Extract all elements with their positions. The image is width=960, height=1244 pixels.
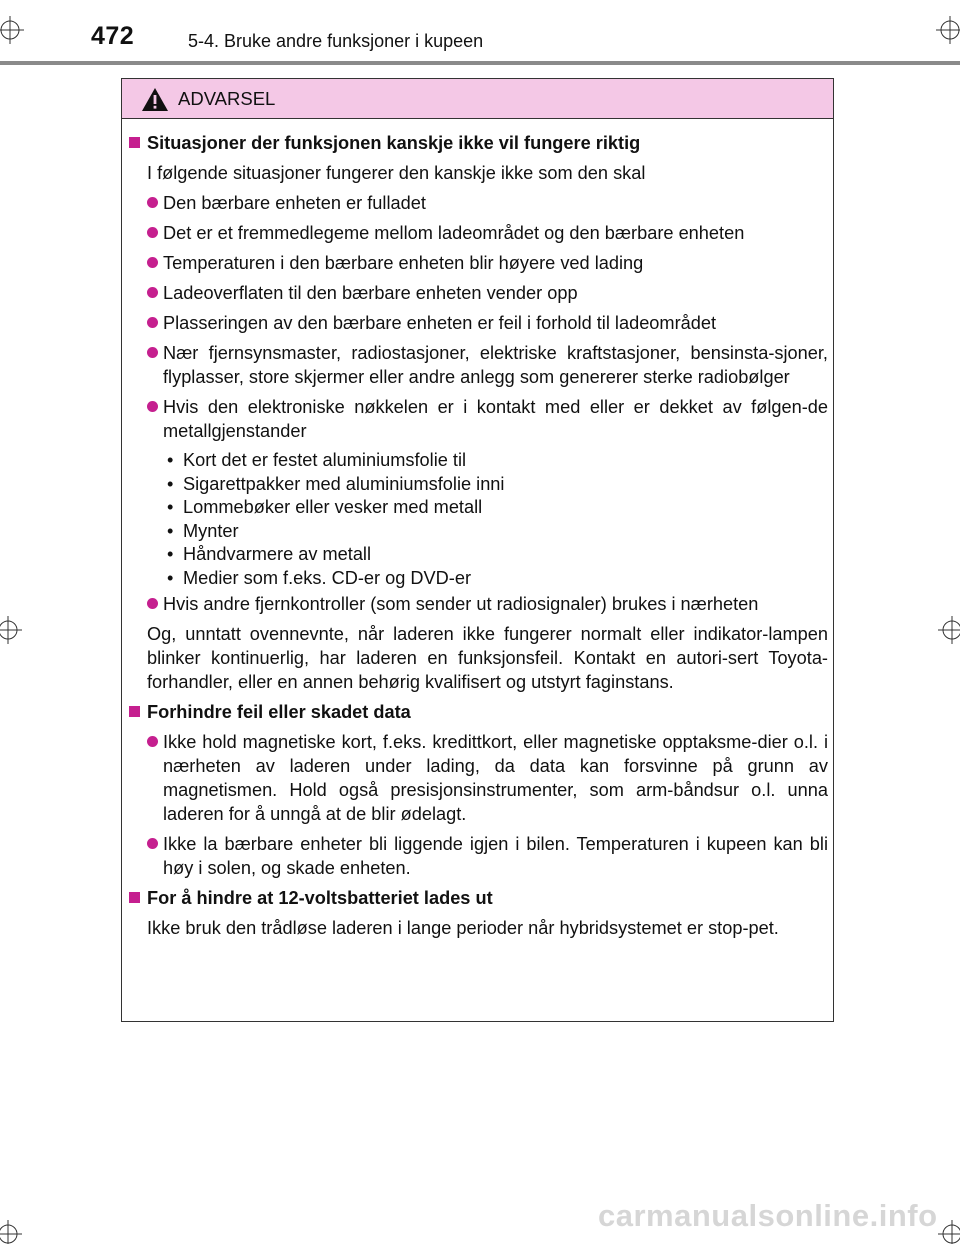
list-item: Ikke la bærbare enheter bli liggende igjen i bilen. Temperaturen i kupeen kan bli høy i solen, og skade enheten.	[127, 832, 828, 880]
sub-list	[127, 449, 828, 590]
list-item: Plasseringen av den bærbare enheten er feil i forhold til ladeområdet	[127, 311, 828, 335]
round-bullet-icon	[147, 317, 158, 328]
warning-label: ADVARSEL	[178, 88, 276, 109]
sub-list-item: • Mynter	[167, 520, 239, 541]
list-item: Ladeoverflaten til den bærbare enheten vender opp	[127, 281, 828, 305]
section-heading: Forhindre feil eller skadet data	[127, 700, 828, 724]
list-item: Temperaturen i den bærbare enheten blir høyere ved lading	[127, 251, 828, 275]
list-item: Hvis den elektroniske nøkkelen er i kontakt med eller er dekket av følgen-de metallgjenstander	[127, 395, 828, 443]
list-item: Hvis andre fjernkontroller (som sender ut radiosignaler) brukes i nærheten	[127, 592, 828, 616]
crop-mark-top-right-icon	[925, 10, 960, 50]
crop-mark-mid-right-icon	[930, 610, 960, 650]
round-bullet-icon	[147, 838, 158, 849]
crop-mark-mid-left-icon	[0, 610, 30, 650]
section-title: 5-4. Bruke andre funksjoner i kupeen	[188, 31, 484, 51]
round-bullet-icon	[147, 736, 158, 747]
round-bullet-icon	[147, 598, 158, 609]
section-heading: Situasjoner der funksjonen kanskje ikke vil fungere riktig	[127, 131, 828, 155]
watermark: carmanualsonline.info	[598, 1198, 938, 1233]
header-rule	[0, 61, 960, 65]
sub-list-item: • Medier som f.eks. CD-er og DVD-er	[167, 567, 472, 588]
list-item: Det er et fremmedlegeme mellom ladeområdet og den bærbare enheten	[127, 221, 828, 245]
warning-content	[127, 131, 828, 946]
square-bullet-icon	[129, 706, 140, 717]
list-item: Den bærbare enheten er fulladet	[127, 191, 828, 215]
crop-mark-bottom-left-icon	[0, 1210, 30, 1244]
section-closing: Og, unntatt ovennevnte, når laderen ikke fungerer normalt eller indikator-lampen blinker kontinuerlig, har laderen en funksjonsfeil. Kontakt en autori-sert Toyota-forhandler, eller en annen behørig kvalifisert og utstyrt faginstans.	[147, 624, 828, 692]
sub-list-item: • Lommebøker eller vesker med metall	[167, 497, 483, 517]
warning-box	[121, 78, 834, 1022]
section-intro: I følgende situasjoner fungerer den kanskje ikke som den skal	[147, 163, 646, 183]
round-bullet-icon	[147, 197, 158, 208]
warning-header	[122, 79, 833, 119]
round-bullet-icon	[147, 287, 158, 298]
sub-list-item: • Sigarettpakker med aluminiumsfolie inni	[167, 473, 505, 494]
round-bullet-icon	[147, 257, 158, 268]
round-bullet-icon	[147, 227, 158, 238]
sub-list-item: • Kort det er festet aluminiumsfolie til	[167, 450, 467, 470]
page-number: 472	[91, 22, 135, 50]
list-item: Ikke hold magnetiske kort, f.eks. kredittkort, eller magnetiske opptaksme-dier o.l. i nærheten av laderen under lading, da data kan forsvinne på grunn av magnetismen. Hold også presisjonsinstrumenter, som arm-båndsur o.l. unna laderen for å unngå at de blir ødelagt.	[127, 730, 828, 826]
warning-triangle-icon	[141, 87, 169, 112]
list-item: Nær fjernsynsmaster, radiostasjoner, elektriske kraftstasjoner, bensinsta-sjoner, flyplasser, store skjermer eller andre anlegg som genererer sterke radiobølger	[127, 341, 828, 389]
square-bullet-icon	[129, 137, 140, 148]
crop-mark-top-left-icon	[0, 10, 40, 50]
round-bullet-icon	[147, 347, 158, 358]
round-bullet-icon	[147, 401, 158, 412]
section-heading: For å hindre at 12-voltsbatteriet lades ut	[127, 886, 828, 910]
sub-list-item: • Håndvarmere av metall	[167, 544, 372, 564]
square-bullet-icon	[129, 892, 140, 903]
section-text: Ikke bruk den trådløse laderen i lange perioder når hybridsystemet er stop-pet.	[147, 918, 779, 938]
